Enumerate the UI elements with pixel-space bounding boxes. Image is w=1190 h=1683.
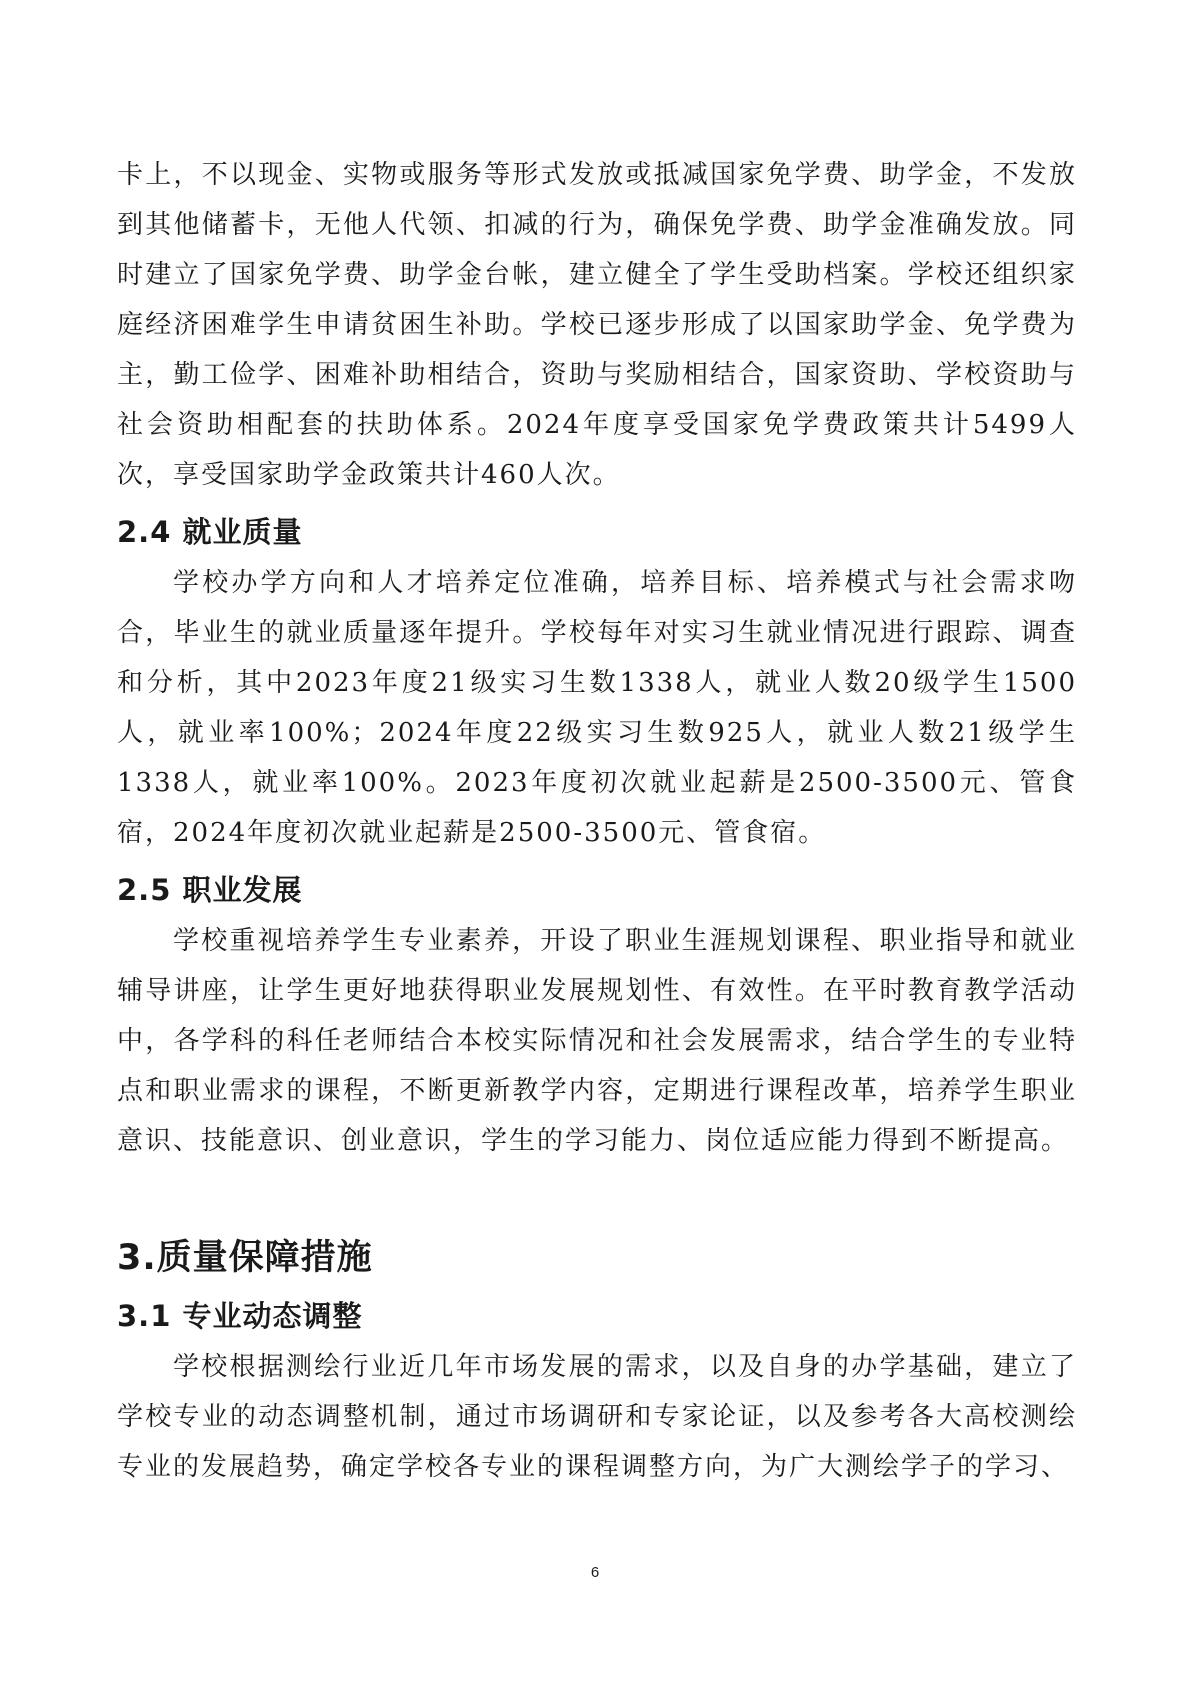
paragraph-career-development: 学校重视培养学生专业素养，开设了职业生涯规划课程、职业指导和就业辅导讲座，让学生更好地获得职业发展规划性、有效性。在平时教育教学活动中，各学科的科任老师结合本校实际情况和社会发展需求，结合学生的专业特点和职业需求的课程，不断更新教学内容，定期进行课程改革，培养学生职业意识、技能意识、创业意识，学生的学习能力、岗位适应能力得到不断提高。 bbox=[117, 926, 1077, 1156]
document-page bbox=[117, 150, 1077, 1492]
heading-career-development: 2.5 职业发展 bbox=[117, 873, 303, 907]
section-spacer bbox=[117, 1166, 1077, 1232]
heading-employment-quality: 2.4 就业质量 bbox=[117, 515, 303, 549]
paragraph-program-adjustment: 学校根据测绘行业近几年市场发展的需求，以及自身的办学基础，建立了学校专业的动态调整机制，通过市场调研和专家论证，以及参考各大高校测绘专业的发展趋势，确定学校各专业的课程调整方向，为广大测绘学子的学习、 bbox=[117, 1352, 1077, 1482]
page-number: 6 bbox=[590, 1564, 600, 1581]
paragraph-employment-quality: 学校办学方向和人才培养定位准确，培养目标、培养模式与社会需求吻合，毕业生的就业质量逐年提升。学校每年对实习生就业情况进行跟踪、调查和分析，其中2023年度21级实习生数1338人，就业人数20级学生1500人，就业率100%；2024年度22级实习生数925人，就业人数21级学生1338人，就业率100%。2023年度初次就业起薪是2500-3500元、管食宿，2024年度初次就业起薪是2500-3500元、管食宿。 bbox=[117, 568, 1077, 848]
paragraph-financial-aid: 卡上，不以现金、实物或服务等形式发放或抵减国家免学费、助学金，不发放到其他储蓄卡，无他人代领、扣减的行为，确保免学费、助学金准确发放。同时建立了国家免学费、助学金台帐，建立健全了学生受助档案。学校还组织家庭经济困难学生申请贫困生补助。学校已逐步形成了以国家助学金、免学费为主，勤工俭学、困难补助相结合，资助与奖励相结合，国家资助、学校资助与社会资助相配套的扶助体系。2024年度享受国家免学费政策共计5499人次，享受国家助学金政策共计460人次。 bbox=[117, 160, 1077, 490]
heading-quality-assurance: 3.质量保障措施 bbox=[117, 1238, 373, 1278]
heading-program-adjustment: 3.1 专业动态调整 bbox=[117, 1299, 363, 1333]
